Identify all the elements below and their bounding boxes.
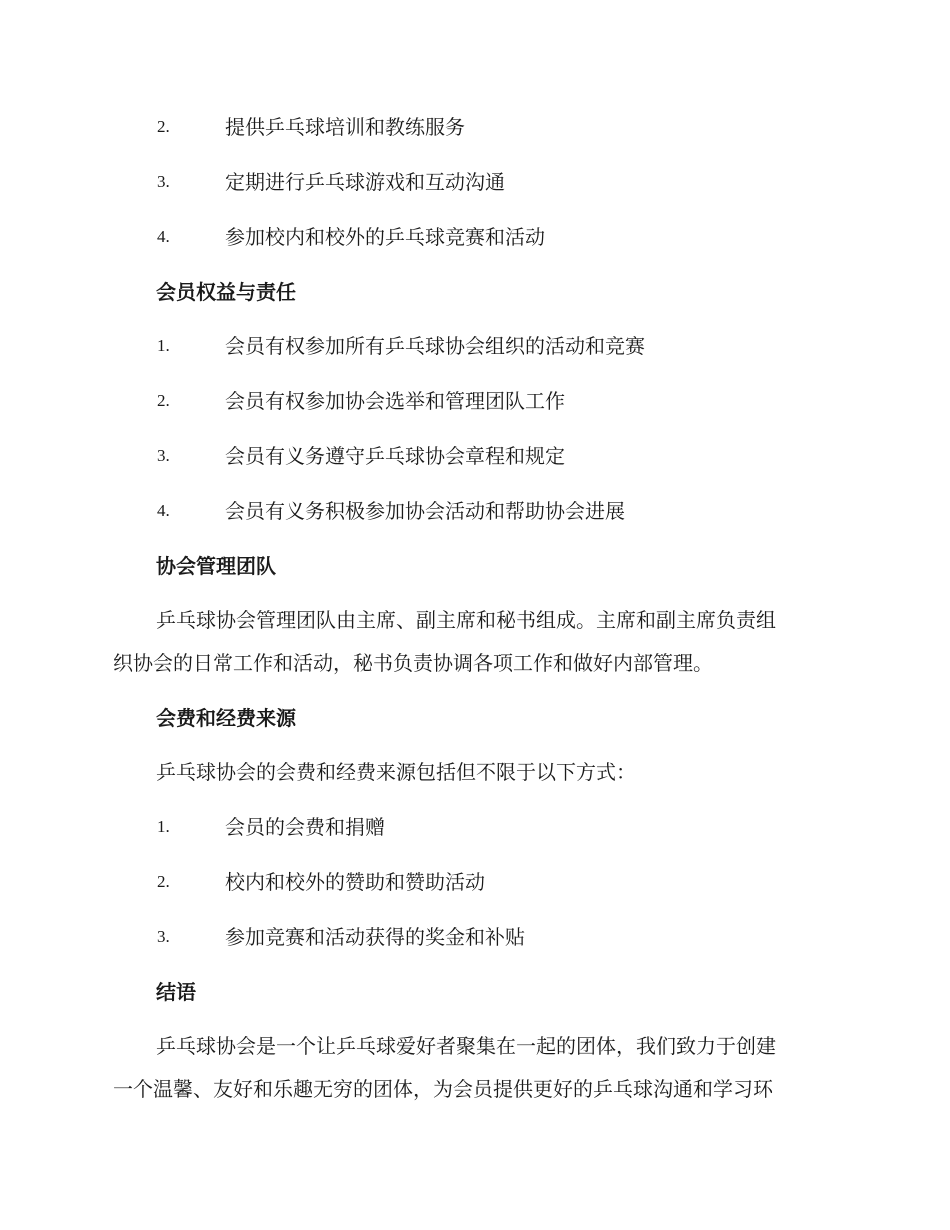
list-item-number: 4. bbox=[157, 227, 170, 246]
list-item-text: 会员有权参加协会选举和管理团队工作 bbox=[225, 389, 565, 413]
list-item bbox=[0, 441, 950, 471]
list-item bbox=[0, 386, 950, 416]
section-heading-conclusion: 结语 bbox=[156, 980, 196, 1004]
list-item-number: 3. bbox=[157, 446, 170, 465]
section-heading-management-team: 协会管理团队 bbox=[156, 554, 276, 578]
list-item-number: 2. bbox=[157, 872, 170, 891]
list-item-text: 会员有义务积极参加协会活动和帮助协会进展 bbox=[225, 499, 625, 523]
list-item bbox=[0, 167, 950, 197]
list-item-text: 校内和校外的赞助和赞助活动 bbox=[225, 870, 485, 894]
paragraph-line: 乒乓球协会是一个让乒乓球爱好者聚集在一起的团体，我们致力于创建 bbox=[156, 1034, 776, 1058]
paragraph-line: 一个温馨、友好和乐趣无穷的团体，为会员提供更好的乒乓球沟通和学习环 bbox=[113, 1077, 773, 1101]
list-item-number: 4. bbox=[157, 501, 170, 520]
list-item-text: 参加竞赛和活动获得的奖金和补贴 bbox=[225, 925, 525, 949]
list-item bbox=[0, 496, 950, 526]
list-item-text: 提供乒乓球培训和教练服务 bbox=[225, 115, 465, 139]
list-item-number: 1. bbox=[157, 336, 170, 355]
list-item bbox=[0, 112, 950, 142]
list-item-text: 定期进行乒乓球游戏和互动沟通 bbox=[225, 170, 505, 194]
paragraph-line: 乒乓球协会管理团队由主席、副主席和秘书组成。主席和副主席负责组 bbox=[156, 608, 776, 632]
section-heading-member-rights: 会员权益与责任 bbox=[156, 280, 296, 304]
list-item-number: 2. bbox=[157, 117, 170, 136]
list-item-text: 会员有义务遵守乒乓球协会章程和规定 bbox=[225, 444, 565, 468]
list-item bbox=[0, 331, 950, 361]
list-item bbox=[0, 812, 950, 842]
list-item bbox=[0, 922, 950, 952]
list-item-text: 会员的会费和捐赠 bbox=[225, 815, 385, 839]
list-item-number: 2. bbox=[157, 391, 170, 410]
paragraph-line: 织协会的日常工作和活动，秘书负责协调各项工作和做好内部管理。 bbox=[113, 651, 713, 675]
list-item-text: 会员有权参加所有乒乓球协会组织的活动和竞赛 bbox=[225, 334, 645, 358]
list-item-text: 参加校内和校外的乒乓球竞赛和活动 bbox=[225, 225, 545, 249]
section-heading-funding: 会费和经费来源 bbox=[156, 706, 296, 730]
list-item-number: 3. bbox=[157, 172, 170, 191]
list-item bbox=[0, 222, 950, 252]
list-item-number: 1. bbox=[157, 817, 170, 836]
list-item-number: 3. bbox=[157, 927, 170, 946]
paragraph-line: 乒乓球协会的会费和经费来源包括但不限于以下方式： bbox=[156, 760, 636, 784]
list-item bbox=[0, 867, 950, 897]
